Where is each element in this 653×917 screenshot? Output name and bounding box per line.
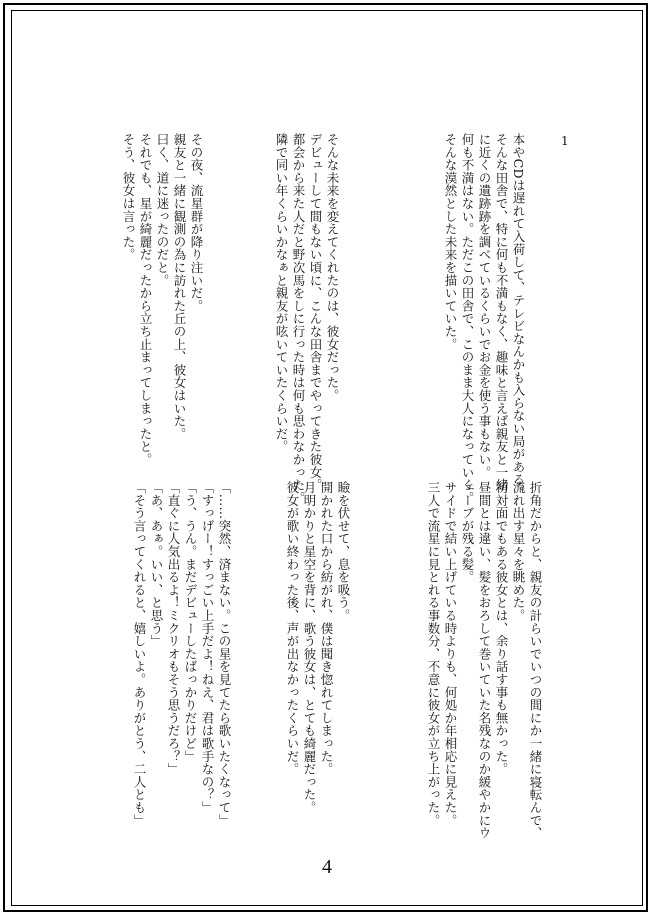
text-line: 三人で流星に見とれる事数分、不意に彼女が立ち上がった。: [426, 481, 441, 827]
paragraph-opening: [442, 133, 527, 504]
chapter-number: 1: [561, 134, 569, 148]
dialogue-line: 「う、うん。まだデビューしたばっかりだけど」: [183, 481, 198, 763]
paragraph-dialogue: [131, 481, 233, 827]
text-line: そう、彼女は言った。: [121, 133, 136, 261]
text-line: 曰く、道に迷ったのだと。: [155, 133, 170, 287]
text-line: そんな未来を変えてくれたのは、彼女だった。: [325, 133, 340, 402]
text-line: に近くの遺跡跡を調べているくらいでお金を使う事もない。: [477, 133, 492, 479]
text-line: 本やCDは遅れて入荷して、テレビなんかも入らない局がある。: [511, 133, 526, 499]
paragraph-her-debut: [273, 133, 341, 504]
text-line: 流れ出す星々を眺めた。: [511, 481, 526, 622]
paragraph-stargazing: [425, 481, 544, 839]
text-line: デビューして間もない頃に、こんな田舎までやってきた彼女。: [308, 133, 323, 492]
paragraph-meteor-night: [120, 133, 205, 466]
text-line: 何も不満はない。ただこの田舎で、このまま大人になっていく。: [460, 133, 475, 505]
text-line: 瞼を伏せて、息を吸う。: [336, 481, 351, 622]
text-line: 親友と一緒に観測の為に訪れた丘の上、彼女はいた。: [172, 133, 187, 441]
text-line: 月明かりと星空を背に、歌う彼女は、とても綺麗だった。: [302, 481, 317, 814]
text-line: 彼女が歌い終わった後、声が出なかったくらいだ。: [285, 481, 300, 776]
text-line: 開かれた口から紡がれ、僕は聞き惚れてしまった。: [319, 481, 334, 776]
page-number: 4: [322, 856, 332, 878]
manuscript-page: [11, 10, 643, 906]
text-line: 昼間とは違い、髪をおろして巻いていた名残なのか緩やかにウ: [477, 481, 492, 840]
dialogue-line: 「あ、あぁ。いい、と思う」: [149, 481, 164, 648]
dialogue-line: 「そう言ってくれると、嬉しいよ。ありがとう、二人とも」: [132, 481, 147, 827]
text-line: 都会から来た人だと野次馬をしに行った時は何も思わなかった。: [291, 133, 306, 505]
text-line: その夜、流星群が降り注いだ。: [189, 133, 204, 313]
text-line: 折角だからと、親友の計らいでいつの間にか一緒に寝転んで、: [528, 481, 543, 840]
dialogue-line: 「直ぐに人気出るよ！ミクリオもそう思うだろ？」: [166, 481, 181, 776]
dialogue-line: 「……突然、済まない。この星を見てたら歌いたくなって」: [217, 481, 232, 827]
page-frame: [3, 3, 648, 912]
paragraph-her-song: [284, 481, 352, 814]
text-line: そんな漠然とした未来を描いていた。: [443, 133, 458, 351]
dialogue-line: 「すっげー！すっごい上手だよ！ねえ、君は歌手なの？」: [200, 481, 215, 814]
text-line: 隣で同い年くらいかなぁと親友が呟いていたくらいだ。: [274, 133, 289, 453]
text-line: ェーブが残る髪。: [460, 481, 475, 584]
text-line: 初対面でもある彼女とは、余り話す事も無かった。: [494, 481, 509, 776]
text-line: それでも、星が綺麗だったから立ち止まってしまったと。: [138, 133, 153, 466]
text-line: サイドで結い上げている時よりも、何処か年相応に見えた。: [443, 481, 458, 827]
text-line: そんな田舎で、特に何も不満もなく、趣味と言えば親友と一緒: [494, 133, 509, 492]
